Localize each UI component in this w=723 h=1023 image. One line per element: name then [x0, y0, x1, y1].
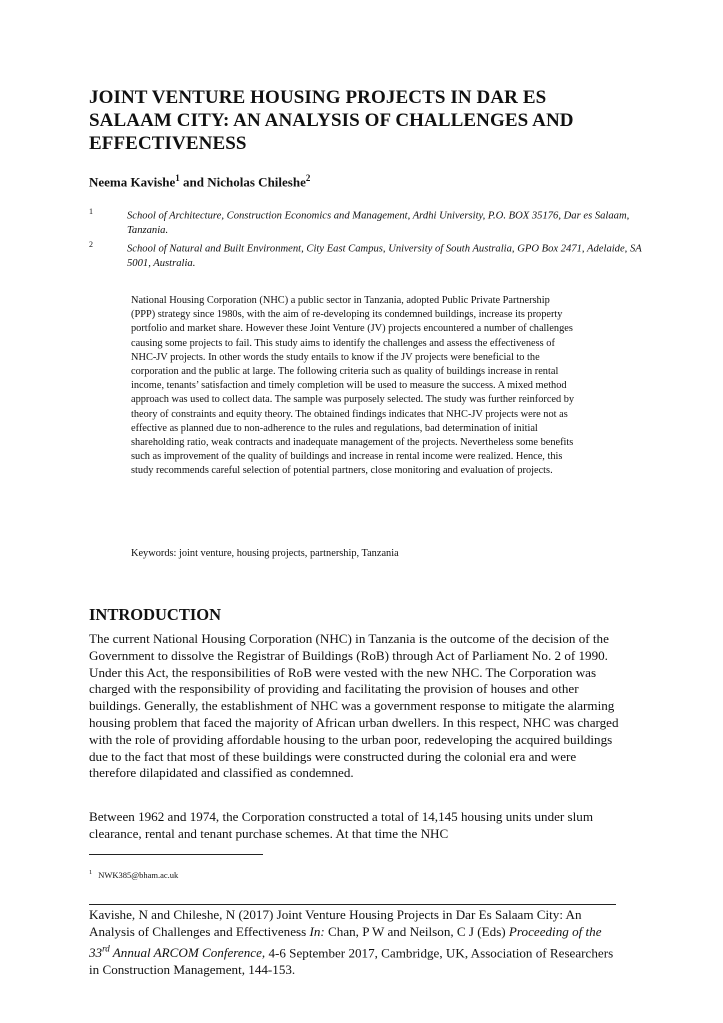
author-1-mark: 1 [175, 173, 180, 183]
affiliation-2-text: School of Natural and Built Environment, City East Campus, University of South Australia, GPO Box 2471, Adelaide, SA 5001, Australia. [127, 243, 642, 270]
footnote-mark: 1 [89, 869, 93, 876]
author-2-name: Nicholas Chileshe [207, 174, 306, 190]
citation-proceeding-sup: rd [102, 943, 110, 954]
citation-block [89, 907, 619, 979]
author-joiner: and [179, 174, 208, 190]
citation-proceeding-a: Proceeding of the 33 [89, 923, 602, 961]
author-2-mark: 2 [305, 173, 311, 183]
citation-divider [89, 904, 616, 905]
citation-proceeding-b: Annual ARCOM Conference, [109, 945, 266, 961]
body-paragraph-2: Between 1962 and 1974, the Corporation constructed a total of 14,145 housing units under slum clearance, rental and tenant purchase schemes. At that time the NHC [89, 809, 594, 841]
affiliation-1-mark: 1 [89, 207, 93, 216]
author-line [89, 169, 609, 191]
footnote-divider [89, 854, 263, 855]
citation-part-1: Kavishe, N and Chileshe, N (2017) Joint Venture Housing Projects in Dar Es Salaam City: An Analysis of Challenges and Effectiveness [89, 907, 582, 939]
citation-part-2: Chan, P W and Neilson, C J (Eds) [324, 923, 509, 939]
citation-in-label: In: [309, 923, 325, 939]
affiliation-1 [89, 205, 657, 239]
paper-title: JOINT VENTURE HOUSING PROJECTS IN DAR ES SALAAM CITY: AN ANALYSIS OF CHALLENGES AND EFFECTIVENESS [89, 87, 574, 154]
section-heading-introduction: INTRODUCTION [89, 605, 222, 624]
keywords: Keywords: joint venture, housing projects, partnership, Tanzania [131, 548, 399, 559]
footnote-email-link[interactable]: NWK385@bham.ac.uk [98, 869, 179, 880]
citation-part-3: 4-6 September 2017, Cambridge, UK, Association of Researchers in Construction Management, 144-153. [89, 945, 614, 978]
body-paragraph-1: The current National Housing Corporation (NHC) in Tanzania is the outcome of the decision of the Government to dissolve the Registrar of Buildings (RoB) through Act of Parliament No. 2 of 1990. Under this Act, the responsibilities of RoB were vested with the new NHC. The Corporation was charged with the responsibility of providing and facilitating the provision of houses and other buildings. Generally, the establishment of NHC was a government response to mitigate the alarming housing problem that faced the majority of African urban dwellers. In this respect, NHC was charged with the role of providing affordable housing to the urban poor, redeveloping the acquired buildings due to the fact that most of these buildings were constructed during the colonial era and were therefore dilapidated and classified as condemned. [89, 631, 619, 781]
footnote [89, 867, 178, 881]
affiliation-2-mark: 2 [89, 240, 93, 249]
abstract: National Housing Corporation (NHC) a public sector in Tanzania, adopted Public Private Partnership (PPP) strategy since 1980s, with the aim of re-developing its condemned buildings, increase its property portfolio and market share. However these Joint Venture (JV) projects encountered a number of challenges causing some projects to fail. This study aims to identify the challenges and assess the effectiveness of NHC-JV projects. In other words the study entails to know if the JV projects were beneficial to the corporation and the public at large. The following criteria such as quality of buildings increase in rental income, tenants’ satisfaction and timely completion will be used to measure the success. A mixed method approach was used to collect data. The sample was purposely selected. The study was further reinforced by theory of constraints and equity theory. The obtained findings indicates that NHC-JV projects were not as effective as planned due to non-adherence to the rules and regulations, bad determination of initial shareholding ratio, weak contracts and inadequate management of the projects. Nevertheless some benefits such as improvement of the quality of buildings and increase in rental income were realized. Hence, this study recommends careful selection of potential partners, close monitoring and evaluation of projects. [131, 295, 575, 477]
author-1-name: Neema Kavishe [89, 174, 176, 190]
affiliation-2 [89, 238, 657, 272]
affiliation-1-text: School of Architecture, Construction Economics and Management, Ardhi University, P.O. BOX 35176, Dar es Salaam, Tanzania. [127, 210, 630, 237]
